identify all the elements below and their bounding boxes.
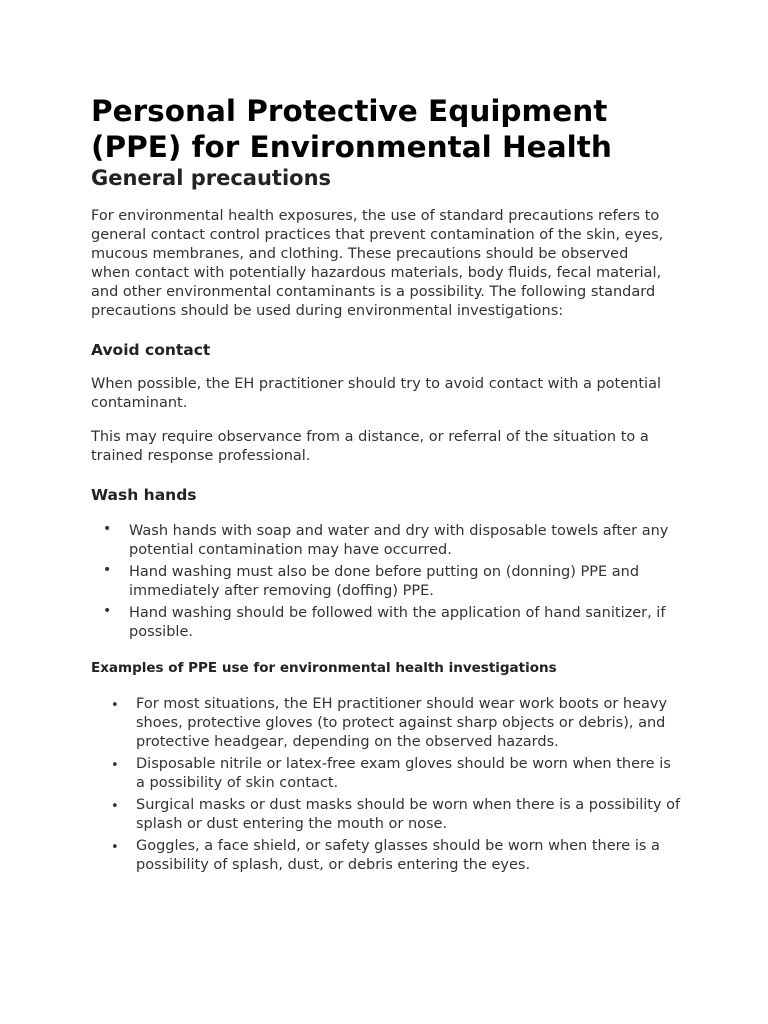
list-item	[111, 695, 681, 752]
section-heading-general-precautions: General precautions	[91, 166, 332, 190]
list-item	[103, 521, 669, 560]
bullet-icon: •	[111, 840, 119, 855]
list-item	[103, 603, 669, 642]
subheading-avoid-contact: Avoid contact	[91, 341, 211, 359]
bullet-icon: •	[103, 562, 112, 578]
avoid-contact-paragraph-2: This may require observance from a distance, or referral of the situation to a trained response professional.	[91, 429, 649, 464]
bullet-icon: •	[103, 521, 112, 537]
list-item-text: Hand washing must also be done before putting on (donning) PPE and immediately after removing (doffing) PPE.	[129, 564, 640, 599]
wash-hands-list	[103, 521, 669, 645]
list-item	[111, 837, 681, 875]
list-item-text: Wash hands with soap and water and dry with disposable towels after any potential contamination may have occurred.	[129, 523, 669, 558]
list-item-text: For most situations, the EH practitioner should wear work boots or heavy shoes, protective gloves (to protect against sharp objects or debris), and protective headgear, depending on the observed hazards.	[136, 696, 668, 750]
bullet-icon: •	[103, 603, 112, 619]
examples-list	[111, 695, 681, 878]
bullet-icon: •	[111, 758, 119, 773]
avoid-contact-paragraph-1: When possible, the EH practitioner should try to avoid contact with a potential contaminant.	[91, 376, 661, 411]
list-item-text: Surgical masks or dust masks should be worn when there is a possibility of splash or dust entering the mouth or nose.	[136, 797, 681, 832]
subheading-examples: Examples of PPE use for environmental health investigations	[91, 660, 557, 676]
list-item	[111, 755, 681, 793]
list-item-text: Goggles, a face shield, or safety glasses should be worn when there is a possibility of splash, dust, or debris entering the eyes.	[136, 838, 660, 873]
list-item	[111, 796, 681, 834]
intro-paragraph: For environmental health exposures, the use of standard precautions refers to general contact control practices that prevent contamination of the skin, eyes, mucous membranes, and clothing. These precautions should be observed when contact with potentially hazardous materials, body fluids, fecal material, and other environmental contaminants is a possibility. The following standard precautions should be used during environmental investigations:	[91, 208, 664, 319]
bullet-icon: •	[111, 799, 119, 814]
list-item-text: Hand washing should be followed with the application of hand sanitizer, if possible.	[129, 605, 666, 640]
bullet-icon: •	[111, 698, 119, 713]
subheading-wash-hands: Wash hands	[91, 486, 197, 504]
list-item-text: Disposable nitrile or latex-free exam gloves should be worn when there is a possibility of skin contact.	[136, 756, 671, 791]
list-item	[103, 562, 669, 601]
document-title: Personal Protective Equipment (PPE) for Environmental Health	[91, 94, 612, 164]
